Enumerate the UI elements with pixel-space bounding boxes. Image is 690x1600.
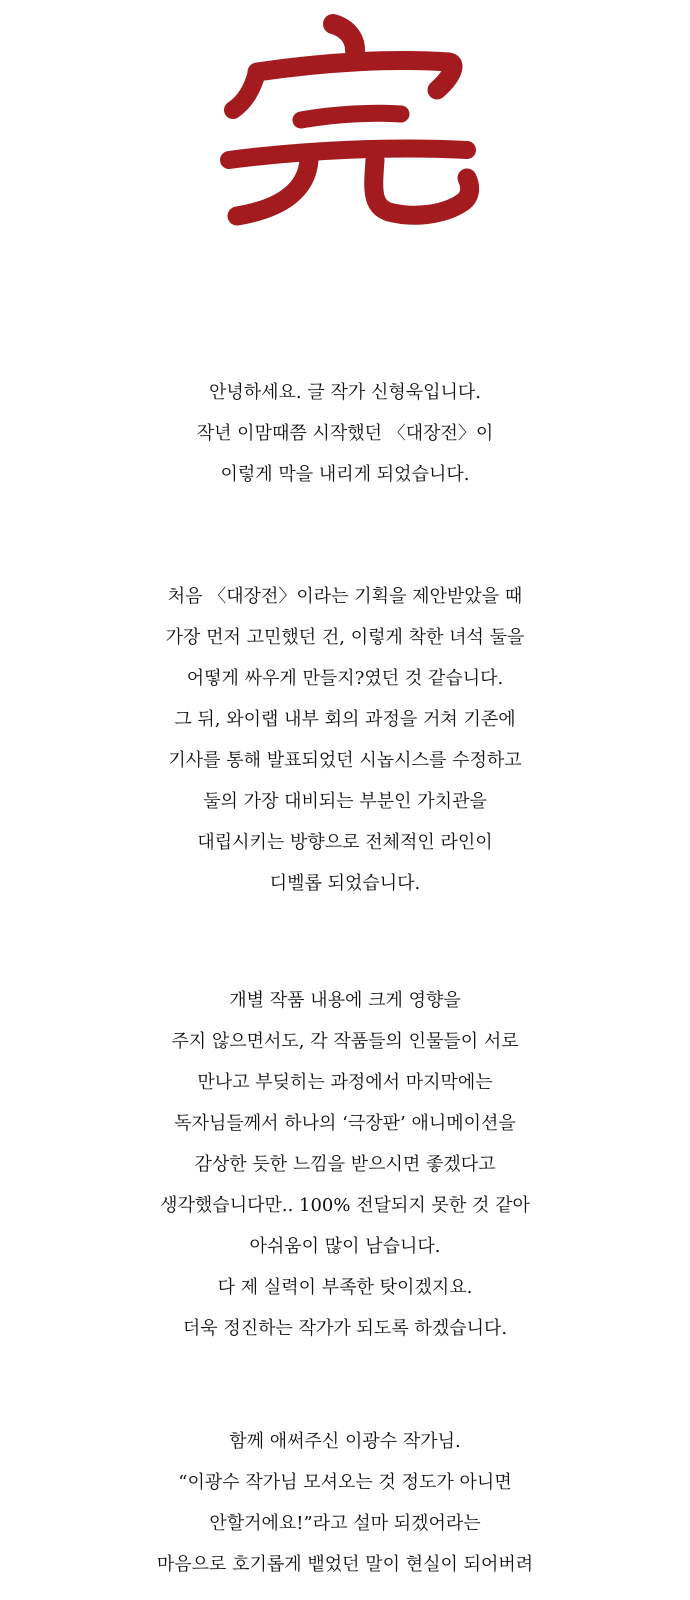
text-line: 감상한 듯한 느낌을 받으시면 좋겠다고	[194, 1154, 496, 1175]
text-line: 주지 않으면서도, 각 작품들의 인물들이 서로	[171, 1031, 519, 1052]
text-line: 생각했습니다만.. 100% 전달되지 못한 것 같아	[160, 1195, 530, 1216]
author-note	[0, 372, 690, 1585]
text-line: 안녕하세요. 글 작가 신형욱입니다.	[208, 382, 482, 403]
text-line: 안할거에요!”라고 설마 되겠어라는	[209, 1513, 481, 1534]
text-line: 둘의 가장 대비되는 부분인 가치관을	[203, 791, 487, 812]
completion-seal	[205, 10, 485, 230]
text-line: 가장 먼저 고민했던 건, 이렇게 착한 녀석 둘을	[165, 627, 525, 648]
text-line: 마음으로 호기롭게 뱉었던 말이 현실이 되어버려	[156, 1554, 534, 1575]
text-line: 만나고 부딪히는 과정에서 마지막에는	[197, 1072, 493, 1093]
paragraph-thanks	[0, 1421, 690, 1585]
text-line: 대립시키는 방향으로 전체적인 라인이	[197, 832, 493, 853]
text-line: 아쉬움이 많이 남습니다.	[249, 1236, 441, 1257]
text-line: 작년 이맘때쯤 시작했던 〈대장전〉이	[196, 423, 494, 444]
text-line: 그 뒤, 와이랩 내부 회의 과정을 거쳐 기존에	[174, 709, 516, 730]
text-line: 개별 작품 내용에 크게 영향을	[229, 990, 461, 1011]
text-line: 처음 〈대장전〉이라는 기획을 제안받았을 때	[167, 586, 523, 607]
text-line: 이렇게 막을 내리게 되었습니다.	[220, 464, 470, 485]
text-line: “이광수 작가님 모셔오는 것 정도가 아니면	[178, 1472, 512, 1493]
text-line: 더욱 정진하는 작가가 되도록 하겠습니다.	[182, 1318, 508, 1339]
text-line: 다 제 실력이 부족한 탓이겠지요.	[217, 1277, 473, 1298]
paragraph-planning	[0, 576, 690, 904]
text-line: 디벨롭 되었습니다.	[269, 873, 421, 894]
text-line: 어떻게 싸우게 만들지?였던 것 같습니다.	[186, 668, 504, 689]
paragraph-greeting	[0, 372, 690, 495]
text-line: 독자님들께서 하나의 ‘극장판’ 애니메이션을	[174, 1113, 516, 1134]
paragraph-reflection	[0, 980, 690, 1349]
text-line: 기사를 통해 발표되었던 시놉시스를 수정하고	[168, 750, 522, 771]
text-line: 함께 애써주신 이광수 작가님.	[229, 1431, 461, 1452]
